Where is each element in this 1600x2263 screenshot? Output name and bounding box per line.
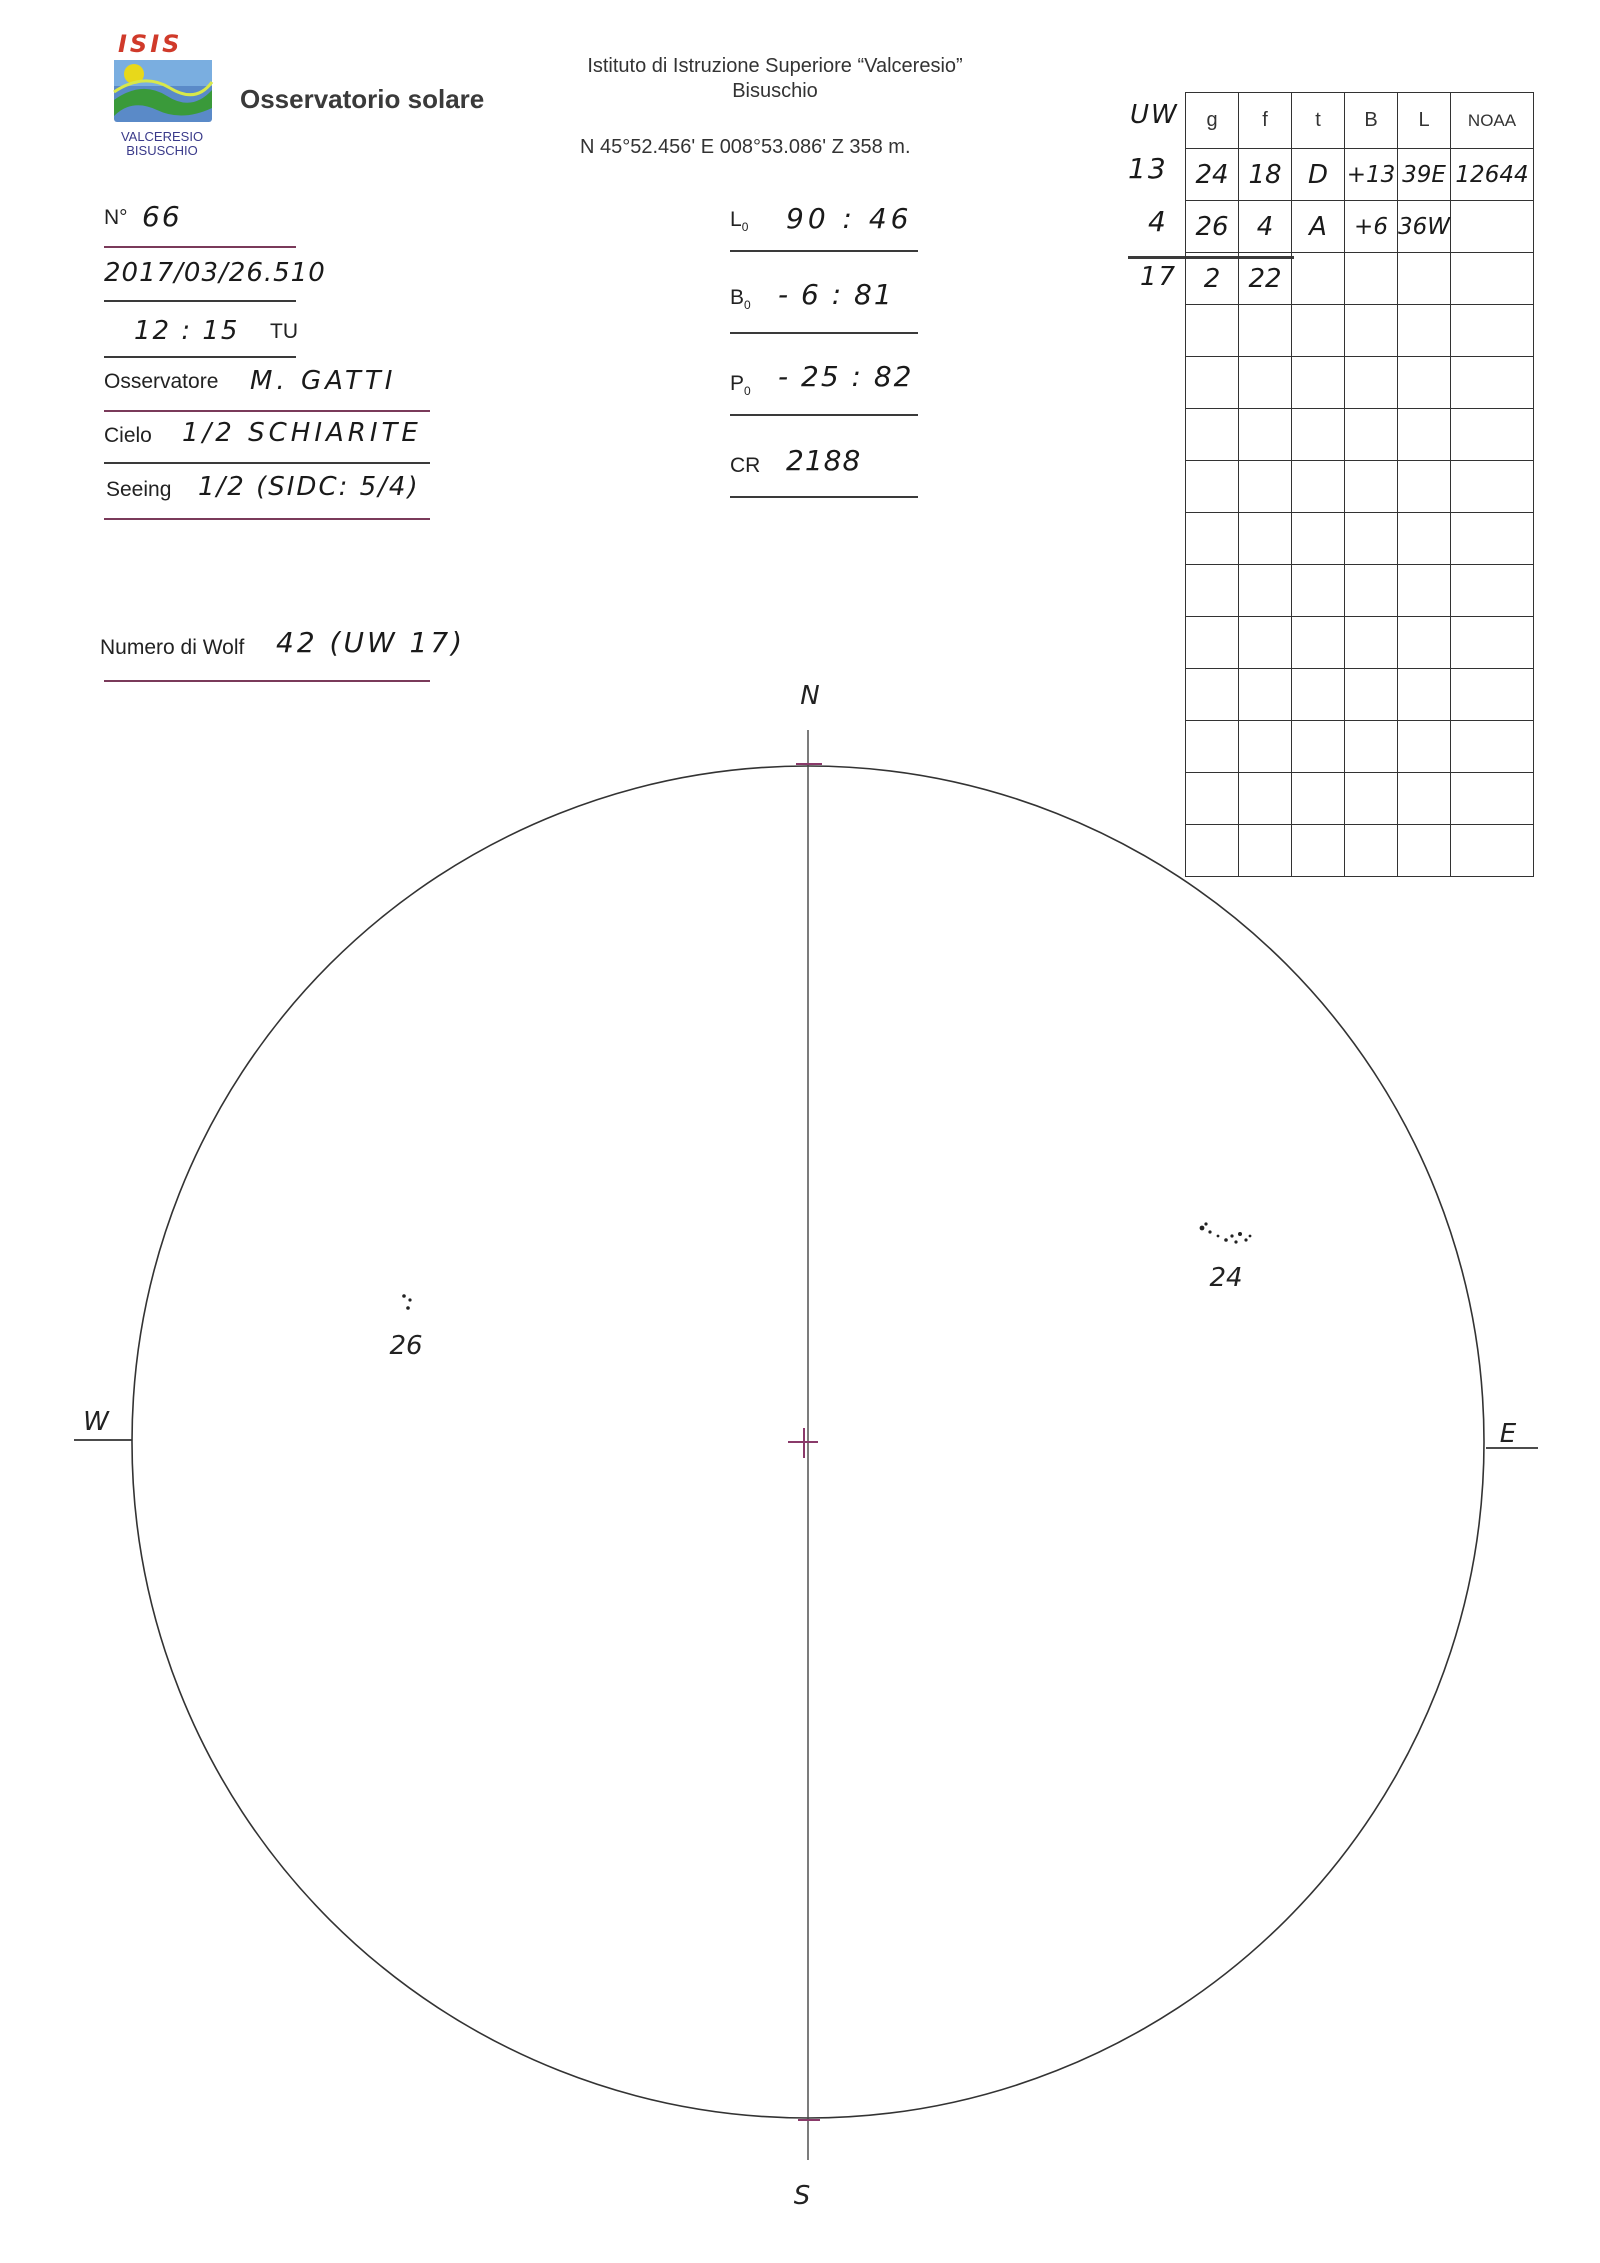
uw-value-2: 4 <box>1148 205 1168 238</box>
observer-label: Osservatore <box>104 370 219 393</box>
logo-text: ISIS <box>118 30 183 58</box>
observer-value: M. GATTI <box>250 366 397 396</box>
column-header: t <box>1292 93 1345 149</box>
p0-value: - 25 : 82 <box>778 360 914 393</box>
page-title: Osservatorio solare <box>240 84 485 114</box>
school-line1: Istituto di Istruzione Superiore “Valceresio” <box>587 55 963 77</box>
group-label-26: 26 <box>389 1331 423 1361</box>
uw-value-3: 17 <box>1140 262 1178 292</box>
observatory-coordinates: N 45°52.456' E 008°53.086' Z 358 m. <box>580 136 911 158</box>
table-cell: 18 <box>1239 149 1292 201</box>
l0-value: 90 : 46 <box>786 202 913 235</box>
column-header: g <box>1186 93 1239 149</box>
b0-value: - 6 : 81 <box>778 278 894 311</box>
south-label: S <box>793 2181 811 2211</box>
school-line2: Bisuschio <box>732 80 818 102</box>
table-cell: 39E <box>1398 149 1451 201</box>
table-cell: +13 <box>1345 149 1398 201</box>
uw-header: UW <box>1130 100 1179 130</box>
date-value: 2017/03/26.510 <box>104 258 326 288</box>
number-value: 66 <box>142 200 182 233</box>
table-cell: 24 <box>1186 149 1239 201</box>
table-cell: 4 <box>1239 201 1292 253</box>
time-value: 12 : 15 <box>134 316 240 346</box>
sunspot-group-26 <box>402 1294 411 1310</box>
table-cell: +6 <box>1345 201 1398 253</box>
time-unit: TU <box>270 320 298 343</box>
sunspot-group-24 <box>1200 1222 1252 1243</box>
seeing-value: 1/2 (SIDC: 5/4) <box>198 472 420 502</box>
table-cell: A <box>1292 201 1345 253</box>
table-cell: 22 <box>1239 253 1292 305</box>
seeing-label: Seeing <box>106 478 172 501</box>
b0-label: $B_0$ <box>730 286 751 313</box>
sky-value: 1/2 SCHIARITE <box>182 418 422 448</box>
uw-value-1: 13 <box>1128 152 1168 185</box>
number-label: N° <box>104 206 128 229</box>
group-label-24: 24 <box>1209 1263 1243 1293</box>
column-header: NOAA <box>1451 93 1534 149</box>
table-cell: 36W <box>1398 201 1451 253</box>
wolf-label: Numero di Wolf <box>100 636 245 659</box>
table-cell: D <box>1292 149 1345 201</box>
table-cell: 2 <box>1186 253 1239 305</box>
logo-caption-line1: VALCERESIO <box>120 129 204 144</box>
cr-value: 2188 <box>786 444 862 477</box>
table-cell: 26 <box>1186 201 1239 253</box>
east-label: E <box>1499 1419 1517 1449</box>
north-label: N <box>800 681 820 711</box>
p0-label: $P_0$ <box>730 372 751 399</box>
west-label: W <box>83 1407 109 1437</box>
cr-label: CR <box>730 454 761 477</box>
l0-label: $L_0$ <box>730 208 749 235</box>
column-header: L <box>1398 93 1451 149</box>
wolf-value: 42 (UW 17) <box>276 626 466 659</box>
column-header: B <box>1345 93 1398 149</box>
column-header: f <box>1239 93 1292 149</box>
sky-label: Cielo <box>104 424 152 447</box>
table-cell: 12644 <box>1451 149 1534 201</box>
logo-caption-line2: BISUSCHIO <box>126 143 198 158</box>
